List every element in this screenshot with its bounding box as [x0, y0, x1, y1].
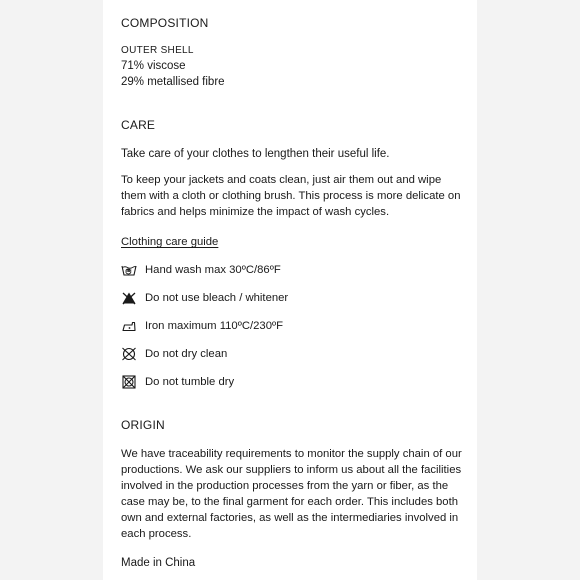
origin-paragraph: We have traceability requirements to monitor the supply chain of our productions. We ask our suppliers to inform us about all the facilities involved in the production processes from the yarn or fiber, as the case may be, to the final garment for each order. This includes both own and external factories, as well as the intermediaries involved in each process. — [121, 448, 462, 540]
care-instruction-label: Iron maximum 110ºC/230ºF — [145, 320, 284, 332]
hand-wash-icon — [121, 262, 137, 278]
made-in-label: Made in China — [121, 557, 196, 569]
care-instruction-no-dry-clean — [121, 345, 227, 363]
material-line: 71% viscose — [121, 60, 186, 72]
care-instruction-label: Do not use bleach / whitener — [145, 292, 289, 304]
outer-shell-label: OUTER SHELL — [121, 45, 194, 56]
care-paragraph: To keep your jackets and coats clean, just air them out and wipe them with a cloth or clothing brush. This process is more delicate on fabrics and helps minimize the impact of wash cycles. — [121, 174, 461, 218]
composition-heading: COMPOSITION — [121, 16, 209, 30]
care-instruction-no-bleach — [121, 289, 288, 307]
care-heading: CARE — [121, 118, 156, 132]
care-instruction-label: Do not dry clean — [145, 348, 228, 360]
care-instruction-label: Do not tumble dry — [145, 376, 235, 388]
product-details-panel — [103, 0, 477, 580]
care-instruction-iron — [121, 317, 283, 335]
care-instruction-label: Hand wash max 30ºC/86ºF — [145, 264, 281, 276]
care-instruction-no-tumble-dry — [121, 373, 234, 391]
no-tumble-dry-icon — [121, 374, 137, 390]
care-intro: Take care of your clothes to lengthen their useful life. — [121, 148, 390, 160]
iron-icon — [121, 318, 137, 334]
no-bleach-icon — [121, 290, 137, 306]
no-dry-clean-icon — [121, 346, 137, 362]
origin-heading: ORIGIN — [121, 418, 165, 432]
care-instruction-hand-wash — [121, 261, 281, 279]
clothing-care-guide-link[interactable]: Clothing care guide — [121, 236, 219, 248]
material-line: 29% metallised fibre — [121, 76, 225, 88]
